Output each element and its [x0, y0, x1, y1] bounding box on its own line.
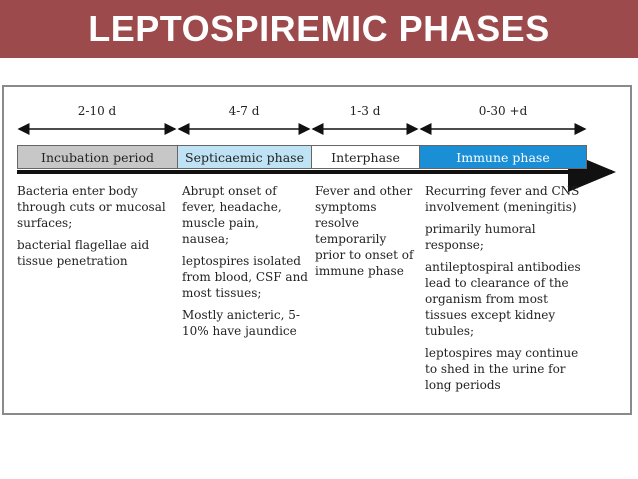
phase-interphase: Interphase — [311, 145, 419, 169]
description-septicaemic — [182, 183, 308, 345]
description-text: bacterial flagellae aid tissue penetration — [17, 238, 150, 268]
timeline-diagram — [2, 85, 632, 415]
description-text: Abrupt onset of fever, headache, muscle pain, nausea; — [182, 184, 282, 246]
description-text: antileptospiral antibodies lead to clearance of the organism from most tissues except kidney tubules; — [425, 260, 581, 338]
description-text: Mostly anicteric, 5-10% have jaundice — [182, 308, 300, 338]
description-text: leptospires isolated from blood, CSF and most tissues; — [182, 254, 308, 300]
duration-label-interphase: 1-3 d — [349, 104, 381, 118]
description-interphase — [315, 183, 419, 285]
phase-septicaemic: Septicaemic phase — [177, 145, 311, 169]
title-bar — [0, 0, 638, 58]
description-immune — [425, 183, 593, 399]
duration-label-immune: 0-30 +d — [478, 104, 528, 118]
duration-label-incubation: 2-10 d — [77, 104, 117, 118]
description-text: primarily humoral response; — [425, 222, 536, 252]
page-title: LEPTOSPIREMIC PHASES — [88, 8, 550, 49]
description-text: Fever and other symptoms resolve temporarily prior to onset of immune phase — [315, 184, 414, 278]
description-incubation — [17, 183, 172, 275]
description-text: leptospires may continue to shed in the urine for long periods — [425, 346, 579, 392]
duration-label-septicaemic: 4-7 d — [228, 104, 260, 118]
description-text: Recurring fever and CNS involvement (meningitis) — [425, 184, 580, 214]
phase-incubation-period: Incubation period — [17, 145, 177, 169]
phase-immune: Immune phase — [419, 145, 587, 169]
description-text: Bacteria enter body through cuts or mucosal surfaces; — [17, 184, 166, 230]
